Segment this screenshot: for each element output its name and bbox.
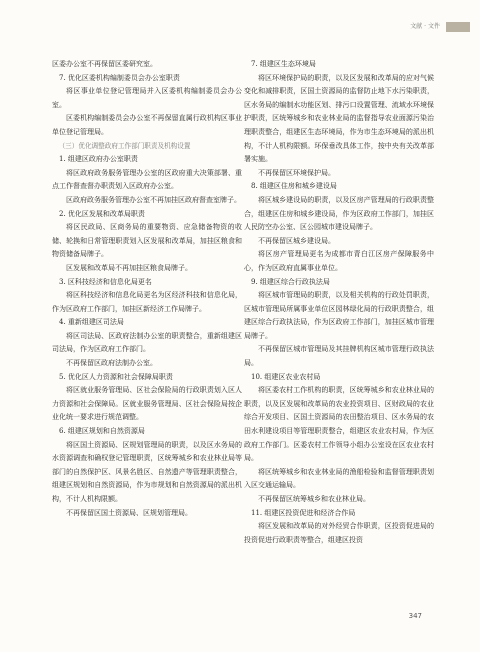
paragraph: 将区事业单位登记管理局并入区委机构编制委员会办公室。	[52, 87, 242, 109]
paragraph: 不再保留区国土资源局、区规划管理局。	[66, 508, 192, 517]
paragraph: 不再保留区环境保护局。	[258, 168, 335, 177]
paragraph: 区政府政务服务管理办公室不再加挂区政府督查室牌子。	[66, 195, 241, 204]
paragraph: 将区政府政务服务管理办公室的区政府重大决策部署、重点工作督查督办职责划入区政府办公室。	[52, 168, 242, 191]
paragraph: 区发展和改革局不再加挂区粮食局牌子。	[66, 263, 192, 272]
section-heading: 8. 组建区住房和城乡建设局	[251, 182, 337, 191]
paragraph: 将区房产管理局更名为成都市青白江区房产保障服务中心，作为区政府直属事业单位。	[244, 250, 434, 272]
paragraph: 将区城乡建设局的职责，以及区房产管理局的行政职责整合，组建区住房和城乡建设局，作为区政府工作部门，加挂区人民防空办公室、区公园城市建设局牌子。	[244, 195, 434, 232]
section-heading: 11. 组建区投资促进和经济合作局	[251, 508, 356, 517]
section-heading: 4. 重新组建区司法局	[59, 318, 124, 327]
paragraph: 将区发展和改革局的对外经贸合作职责，区投资促进局的投资促进行政职责等整合，组建区投资	[244, 522, 434, 544]
paragraph: 不再保留区政府法制办公室。	[66, 359, 157, 368]
page-number: 347	[408, 612, 422, 620]
paragraph: 将区统筹城乡和农业林业局的渔船检验和监督管理职责划入区交通运输局。	[244, 467, 434, 490]
section-heading: 3. 区科技经济和信息化局更名	[59, 277, 152, 286]
left-text-column	[52, 58, 242, 520]
section-heading: 10. 组建区农业农村局	[251, 372, 321, 381]
section-heading: 9. 组建区综合行政执法局	[251, 277, 330, 286]
paragraph: 将区委农村工作机构的职责，区统筹城乡和农业林业局的职责，以及区发展和改革局的农业投资项目、区财政局的农业综合开发项目、区国土资源局的农田整治项目、区水务局的农田水利建设项目等管理职责整合，组建区农业农村局，作为区政府工作部门。区委农村工作领导小组办公室设在区农业农村局。	[244, 386, 434, 463]
section-label: 文献 · 文件	[410, 23, 440, 30]
section-heading: （三）优化调整政府工作部门职责及机构设置	[58, 141, 191, 150]
paragraph: 将区城市管理局的职责，以及相关机构的行政处罚职责，区城市管理局所属事业单位区园林绿化局的行政职责整合，组建区综合行政执法局，作为区政府工作部门，加挂区城市管理局牌子。	[244, 291, 434, 340]
section-heading: 5. 优化区人力资源和社会保障局职责	[59, 372, 173, 381]
section-heading: 2. 优化区发展和改革局职责	[59, 209, 145, 218]
paragraph-continuation: 区委办公室不再保留区委研究室。	[52, 60, 157, 68]
paragraph: 将区就业服务管理局、区社会保险局的行政职责划入区人力资源和社会保障局。区就业服务管理局、区社会保险局按企业化统一要求进行规范调整。	[52, 386, 242, 422]
paragraph: 不再保留区统筹城乡和农业林业局。	[258, 495, 370, 503]
header-tab-decoration	[446, 22, 470, 32]
paragraph: 将区科技经济和信息化局更名为区经济科技和信息化局，作为区政府工作部门，加挂区新经济工作局牌子。	[52, 291, 242, 313]
paragraph: 将区国土资源局、区规划管理局的职责，以及区水务局的水资源调查和确权登记管理职责，区统筹城乡和农业林业局等部门的自然保护区、风景名胜区、自然遗产等管理职责整合，组建区规划和自然资源局，作为市规划和自然资源局的派出机构，不计人机构限额。	[52, 440, 242, 503]
paragraph: 将区民政局、区商务局的重要物资、应急储备物资的收储、轮换和日常管理职责划入区发展和改革局，加挂区粮食和物资储备局牌子。	[52, 223, 242, 259]
right-text-column	[244, 58, 434, 547]
section-heading: 7. 组建区生态环境局	[251, 60, 316, 68]
paragraph: 将区环境保护局的职责，以及区发展和改革局的应对气候变化和减排职责，区国土资源局的监督防止地下水污染职责，区水务局的编制水功能区划、排污口设置管理、流域水环境保护职责，区统筹城乡和农业林业局的监督指导农业面源污染治理职责整合，组建区生态环境局，作为市生态环境局的派出机构，不计人机构限额。环保垂改具体工作，按中央有关改革部署实施。	[244, 73, 434, 164]
paragraph: 将区司法局、区政府法制办公室的职责整合，重新组建区司法局，作为区政府工作部门。	[52, 331, 242, 354]
running-header	[0, 20, 480, 34]
paragraph: 区委机构编制委员会办公室不再保留直属行政机构区事业单位登记管理局。	[52, 114, 242, 136]
paragraph: 不再保留区城乡建设局。	[258, 236, 335, 245]
section-heading: 1. 组建区政府办公室职责	[59, 155, 138, 164]
paragraph: 不再保留区城市管理局及其挂牌机构区城市管理行政执法局。	[244, 345, 434, 368]
section-heading: 6. 组建区规划和自然资源局	[59, 427, 145, 436]
section-heading: 7. 优化区委机构编制委员会办公室职责	[59, 73, 180, 82]
